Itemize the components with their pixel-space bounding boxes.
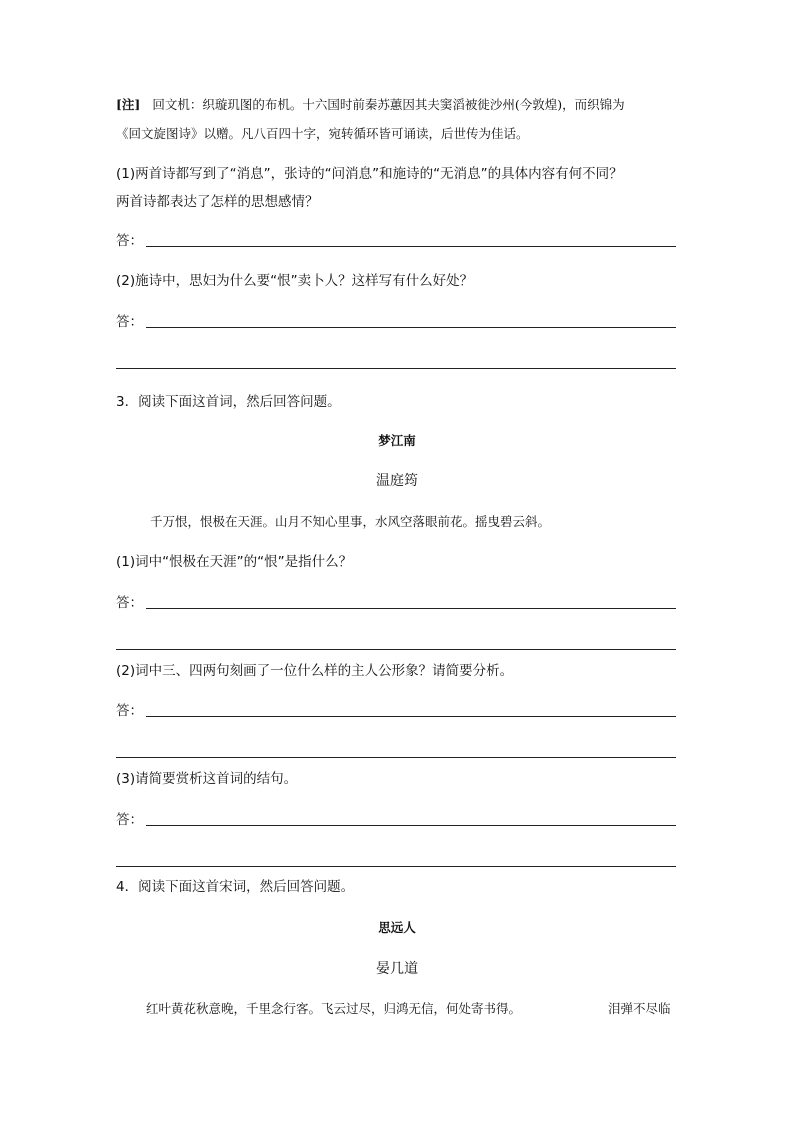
q2-sub2: (2)施诗中，思妇为什么要“恨”卖卜人？这样写有什么好处？	[116, 273, 474, 289]
q2-sub1-line2: 两首诗都表达了怎样的思想感情？	[116, 194, 319, 210]
answer-line[interactable]	[146, 246, 676, 247]
q4-poem-text-b: 泪弹不尽临	[608, 1001, 671, 1016]
note-line-2: 《回文旋图诗》以赠。凡八百四十字，宛转循环皆可诵读，后世传为佳话。	[116, 126, 529, 141]
answer-label: 答：	[116, 703, 143, 719]
note-text-1: 回文机：织璇玑图的布机。十六国时前秦苏蕙因其夫窦滔被徙沙州(今敦煌)，而织锦为	[152, 97, 625, 112]
answer-line[interactable]	[116, 368, 676, 369]
answer-line[interactable]	[146, 716, 676, 717]
answer-label: 答：	[116, 812, 143, 828]
answer-line[interactable]	[146, 327, 676, 328]
note-label: [注]	[116, 97, 141, 112]
answer-line[interactable]	[116, 866, 676, 867]
q3-sub2: (2)词中三、四两句刻画了一位什么样的主人公形象？请简要分析。	[116, 663, 514, 679]
answer-label: 答：	[116, 595, 143, 611]
q3-sub1: (1)词中“恨极在天涯”的“恨”是指什么？	[116, 554, 353, 570]
q3-sub3: (3)请简要赏析这首词的结句。	[116, 771, 298, 787]
q4-header: 4．阅读下面这首宋词，然后回答问题。	[116, 879, 355, 895]
answer-line[interactable]	[146, 608, 676, 609]
answer-label: 答：	[116, 314, 143, 330]
note-line-1	[116, 96, 625, 114]
answer-line[interactable]	[146, 825, 676, 826]
q3-poem-title: 梦江南	[378, 433, 416, 448]
q4-poem-title: 思远人	[378, 920, 416, 935]
q3-author: 温庭筠	[376, 473, 418, 489]
q4-author: 晏几道	[376, 961, 418, 977]
answer-label: 答：	[116, 233, 143, 249]
q3-poem-text: 千万恨，恨极在天涯。山月不知心里事，水风空落眼前花。摇曳碧云斜。	[150, 514, 551, 529]
q4-poem-text-a: 红叶黄花秋意晚，千里念行客。飞云过尽，归鸿无信，何处寄书得。	[146, 1001, 522, 1016]
answer-line[interactable]	[116, 757, 676, 758]
q2-sub1-line1: (1)两首诗都写到了“消息”，张诗的“问消息”和施诗的“无消息”的具体内容有何不同？	[116, 166, 623, 182]
q3-header: 3．阅读下面这首词，然后回答问题。	[116, 394, 341, 410]
answer-line[interactable]	[116, 649, 676, 650]
